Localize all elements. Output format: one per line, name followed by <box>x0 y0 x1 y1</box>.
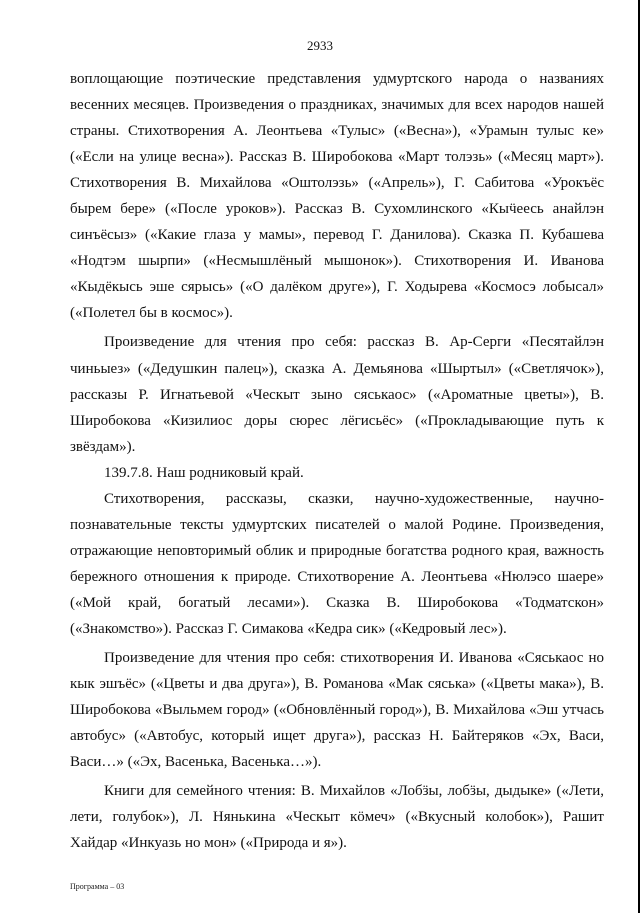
page-number: 2933 <box>307 38 333 53</box>
body-text <box>70 66 604 856</box>
paragraph-independent-reading-2: Произведение для чтения про себя: стихотворения И. Иванова «Сяськаос но кык эшъёс» («Цветы и два друга»), В. Романова «Мак сяська» («Цветы мака»), В. Широбокова «Выльмем город» («Обновлённый город»), В. Михайлова «Эш утчась автобус» («Автобус, который ищет друга»), рассказ Н. Байтеряков «Эх, Васи, Васи…» («Эх, Васенька, Васенька…»). <box>70 650 604 771</box>
paragraph-native-land-texts: Стихотворения, рассказы, сказки, научно-художественные, научно-познавательные тексты удмуртских писателей о малой Родине. Произведения, отражающие неповторимый облик и природные богатства родного края, важность бережного отношения к природе. Стихотворение А. Леонтьева «Нюлэсо шаере» («Мой край, богатый лесами»). Сказка В. Широбокова «Тодматскон» («Знакомство»). Рассказ Г. Симакова «Кедра сик» («Кедровый лес»). <box>70 490 604 637</box>
paragraph-independent-reading-1: Произведение для чтения про себя: рассказ В. Ар-Серги «Песятайлэн чиньыез» («Дедушкин палец»), сказка А. Демьянова «Шыртыл» («Светлячок»), рассказы Р. Игнатьевой «Чeскыт зыно сяськаос» («Ароматные цветы»), В. Широбокова «Кизилиос доры сюрес лёгисьёс» («Прокладывающие путь к звёздам»). <box>70 334 604 455</box>
paragraph-family-reading: Книги для семейного чтения: В. Михайлов «Лобӟы, лобӟы, дыдыке» («Лети, лети, голубок»), Л. Нянькина «Чeскыт кӧмеч» («Вкусный колобок»), Рашит Хайдар «Инкуазь но мон» («Природа и я»). <box>70 783 604 852</box>
paragraph-months-continued: воплощающие поэтические представления удмуртского народа о названиях весенних месяцев. Произведения о праздниках, значимых для всех народов нашей страны. Стихотворения А. Леонтьева «Тулыс» («Весна»), «Урамын тулыс кe» («Если на улице весна»). Рассказ В. Широбокова «Март толэзь» («Месяц март»). Стихотворения В. Михайлова «Оштолэзь» («Апрель»), Г. Сабитова «Урокъёс бырем бере» («После уроков»). Рассказ В. Сухомлинского «Кыӵеесь анайлэн синъёсыз» («Какие глаза у мамы», перевод Г. Данилова). Сказка П. Кубашева «Нодтэм шырпи» («Несмышлёный мышонок»). Стихотворения И. Иванова «Кыдёкысь эше сярысь» («О далёком друге»), Г. Ходырева «Космосэ лобысал» («Полетел бы в космос»). <box>70 71 604 322</box>
footer-program-label: Программа – 03 <box>70 882 125 891</box>
section-heading-native-land: 139.7.8. Наш родниковый край. <box>104 464 304 481</box>
